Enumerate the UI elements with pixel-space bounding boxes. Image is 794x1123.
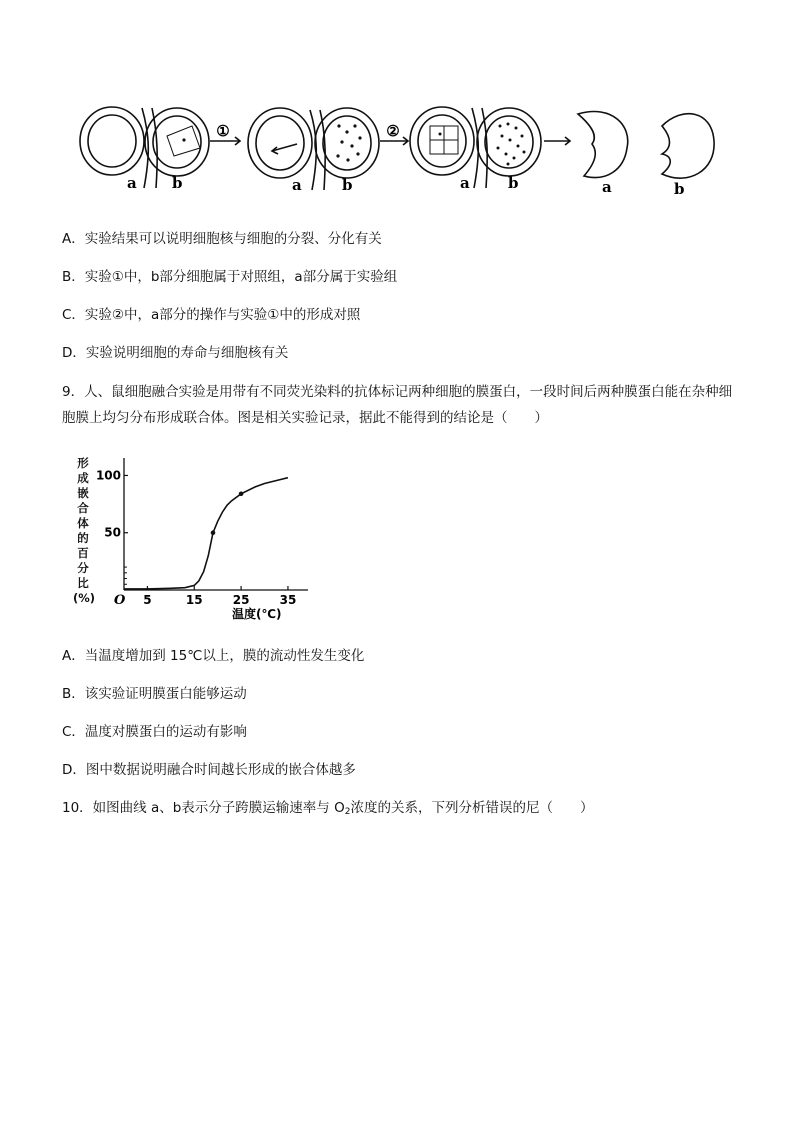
q9-option-c: C．温度对膜蛋白的运动有影响 <box>62 724 247 740</box>
q8-option-b: B．实验①中，b部分细胞属于对照组，a部分属于实验组 <box>62 269 398 285</box>
part-label-b3: b <box>508 174 519 192</box>
q10-stem-subscript: 2 <box>344 807 351 817</box>
q9-stem: 9．人、鼠细胞融合实验是用带有不同荧光染料的抗体标记两种细胞的膜蛋白，一段时间后两种膜蛋白能在杂种细胞膜上均匀分布形成联合体。图是相关实验记录，据此不能得到的结论是（ ） <box>62 384 733 426</box>
q9-option-d: D．图中数据说明融合时间越长形成的嵌合体越多 <box>62 762 356 778</box>
part-label-a4: a <box>602 178 612 196</box>
part-label-b1: b <box>172 174 183 192</box>
chart-x-tick-label: 5 <box>143 593 152 607</box>
part-label-a3: a <box>460 174 470 192</box>
chart-data-point <box>211 530 216 535</box>
chart-x-tick-label: 15 <box>185 593 203 607</box>
chart-data-point <box>239 491 244 496</box>
q9-option-a: A．当温度增加到 15℃以上，膜的流动性发生变化 <box>62 648 365 664</box>
part-label-b2: b <box>342 176 353 194</box>
step-2-label: ② <box>386 122 400 140</box>
chart-y-tick-label: 50 <box>104 525 121 540</box>
chart-xlabel: 温度(℃) <box>232 607 282 621</box>
q9-option-b: B．该实验证明膜蛋白能够运动 <box>62 686 247 702</box>
cell-experiment-diagram <box>72 96 732 206</box>
chart-origin-label: O <box>114 593 126 608</box>
temperature-chart <box>62 448 322 628</box>
step-1-label: ① <box>216 122 230 140</box>
part-label-a1: a <box>127 174 137 192</box>
q8-option-c: C．实验②中，a部分的操作与实验①中的形成对照 <box>62 307 361 323</box>
chart-series-line <box>124 478 288 589</box>
part-label-b4: b <box>674 180 685 198</box>
chart-x-tick-label: 25 <box>232 593 250 607</box>
chart-ylabel: 形成嵌合体的百分比(%) <box>73 456 96 605</box>
q8-option-d: D．实验说明细胞的寿命与细胞核有关 <box>62 345 289 361</box>
q8-option-a: A．实验结果可以说明细胞核与细胞的分裂、分化有关 <box>62 231 382 247</box>
chart-x-tick-label: 35 <box>279 593 297 607</box>
part-label-a2: a <box>292 176 302 194</box>
q10-stem-after: 浓度的关系，下列分析错误的尼（ ） <box>350 800 594 816</box>
q10-stem-before: 10．如图曲线 a、b表示分子跨膜运输速率与 O <box>62 800 345 816</box>
q10-stem <box>62 798 593 822</box>
chart-y-tick-label: 100 <box>95 468 121 483</box>
